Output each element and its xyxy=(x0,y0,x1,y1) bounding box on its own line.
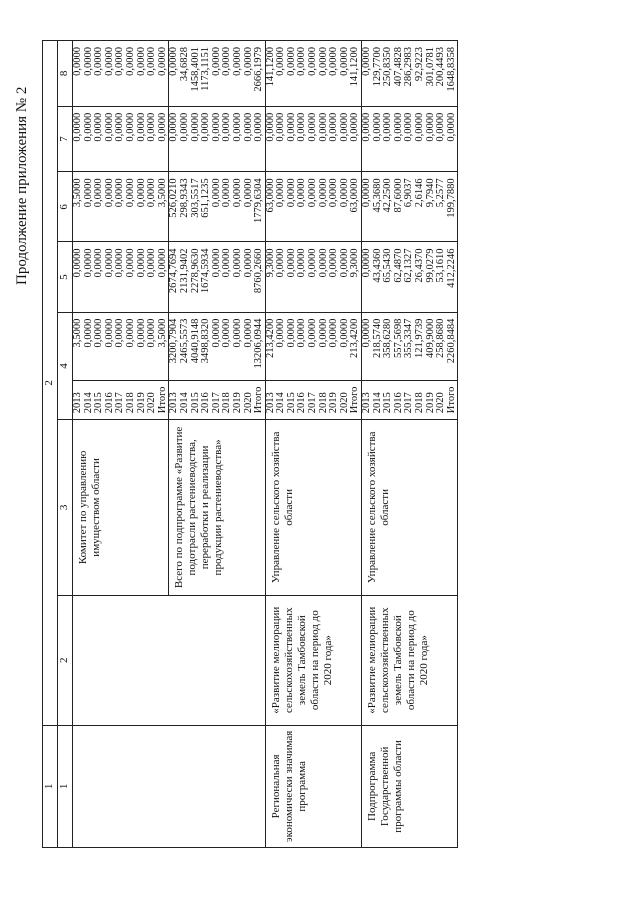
row-executor: Управление сельского хозяйства области xyxy=(362,420,458,595)
row-col8-values: 141,1200 0,0000 0,0000 0,0000 0,0000 0,0000 0,0000 0,0000 141,1200 xyxy=(265,41,361,107)
row-col1 xyxy=(73,725,169,847)
row-col6-values: 63,0000 0,0000 0,0000 0,0000 0,0000 0,0000 0,0000 0,0000 63,0000 xyxy=(265,172,361,242)
row-col4-values: 213,4200 0,0000 0,0000 0,0000 0,0000 0,0000 0,0000 0,0000 213,4200 xyxy=(265,312,361,380)
row-executor: Всего по подпрограмме «Развитие подотрасли растениеводства, переработки и реализации продукции растениеводства» xyxy=(169,420,265,595)
row-col6-values: 3,5000 0,0000 0,0000 0,0000 0,0000 0,0000 0,0000 0,0000 3,5000 xyxy=(73,172,169,242)
row-years: 2013 2014 2015 2016 2017 2018 2019 2020 Итого xyxy=(362,380,458,420)
header-top-2: 2 xyxy=(43,41,58,726)
header-col-8: 8 xyxy=(58,41,73,107)
budget-table xyxy=(42,40,458,848)
row-col5-values: 0,0000 0,0000 0,0000 0,0000 0,0000 0,0000 0,0000 0,0000 0,0000 xyxy=(73,242,169,312)
row-program-type: Подпрограмма Государственной программы области xyxy=(362,725,458,847)
row-years: 2013 2014 2015 2016 2017 2018 2019 2020 Итого xyxy=(73,380,169,420)
row-col4-values: 3,5000 0,0000 0,0000 0,0000 0,0000 0,0000 0,0000 0,0000 3,5000 xyxy=(73,312,169,380)
table-row xyxy=(362,41,458,848)
row-executor: Комитет по управлению имуществом области xyxy=(73,420,169,595)
row-col8-values: 0,0000 0,0000 0,0000 0,0000 0,0000 0,0000 0,0000 0,0000 0,0000 xyxy=(73,41,169,107)
row-col7-values: 0,0000 0,0000 0,0000 0,0000 0,0000 0,0000 0,0000 0,0000 0,0000 xyxy=(265,106,361,172)
row-col8-values: 0,0000 34,6828 1458,4001 1173,1151 0,0000 0,0000 0,0000 0,0000 2666,1979 xyxy=(169,41,265,107)
row-col7-values: 0,0000 0,0000 0,0000 0,0000 0,0000 0,0000 0,0000 0,0000 0,0000 xyxy=(73,106,169,172)
row-col7-values: 0,0000 0,0000 0,0000 0,0000 0,0000 0,0000 0,0000 0,0000 0,0000 xyxy=(362,106,458,172)
row-program-name: «Развитие мелиорации сельскохозяйственных земель Тамбовской области на период до 2020 года» xyxy=(362,595,458,725)
row-program-name: «Развитие мелиорации сельскохозяйственных земель Тамбовской области на период до 2020 года» xyxy=(265,595,361,725)
header-top-row xyxy=(43,41,58,848)
header-col-5: 5 xyxy=(58,242,73,312)
header-col-2: 2 xyxy=(58,595,73,725)
row-col5-values: 0,0000 43,4360 65,5430 62,4870 62,1327 26,4370 99,0279 53,1610 412,2246 xyxy=(362,242,458,312)
row-col2 xyxy=(169,595,265,725)
row-col6-values: 0,0000 45,3680 42,2500 87,6000 6,9037 2,6146 9,7940 5,2577 199,7880 xyxy=(362,172,458,242)
row-col8-values: 0,0000 129,7700 250,8350 407,4828 286,2983 92,9223 301,0781 200,4493 1648,8358 xyxy=(362,41,458,107)
header-col-3: 3 xyxy=(58,420,73,595)
appendix-title: Продолжение приложения № 2 xyxy=(14,86,30,285)
row-years: 2013 2014 2015 2016 2017 2018 2019 2020 Итого xyxy=(265,380,361,420)
row-col4-values: 0,0000 218,5740 358,6280 557,5698 355,3347 121,9739 409,9000 258,8680 2260,8484 xyxy=(362,312,458,380)
row-col5-values: 9,3000 0,0000 0,0000 0,0000 0,0000 0,0000 0,0000 0,0000 9,3000 xyxy=(265,242,361,312)
header-col-4: 4 xyxy=(58,312,73,420)
row-years: 2013 2014 2015 2016 2017 2018 2019 2020 Итого xyxy=(169,380,265,420)
table-row xyxy=(265,41,361,848)
row-program-type: Региональная экономически значимая программа xyxy=(265,725,361,847)
row-col2 xyxy=(73,595,169,725)
table-row xyxy=(73,41,169,848)
row-col6-values: 526,0210 298,9343 303,5517 651,1235 0,0000 0,0000 0,0000 0,0000 1779,6304 xyxy=(169,172,265,242)
header-col-6: 6 xyxy=(58,172,73,242)
header-col-7: 7 xyxy=(58,106,73,172)
header-top-1: 1 xyxy=(43,725,58,847)
header-col-1: 1 xyxy=(58,725,73,847)
row-col5-values: 2674,7694 2131,9402 2278,9630 1674,5934 0,0000 0,0000 0,0000 0,0000 8760,2660 xyxy=(169,242,265,312)
header-cols-row xyxy=(58,41,73,848)
row-col4-values: 3200,7904 2465,5573 4040,9148 3498,8320 0,0000 0,0000 0,0000 0,0000 13206,0944 xyxy=(169,312,265,380)
table-row xyxy=(169,41,265,848)
row-executor: Управление сельского хозяйства области xyxy=(265,420,361,595)
row-col1 xyxy=(169,725,265,847)
row-col7-values: 0,0000 0,0000 0,0000 0,0000 0,0000 0,0000 0,0000 0,0000 0,0000 xyxy=(169,106,265,172)
